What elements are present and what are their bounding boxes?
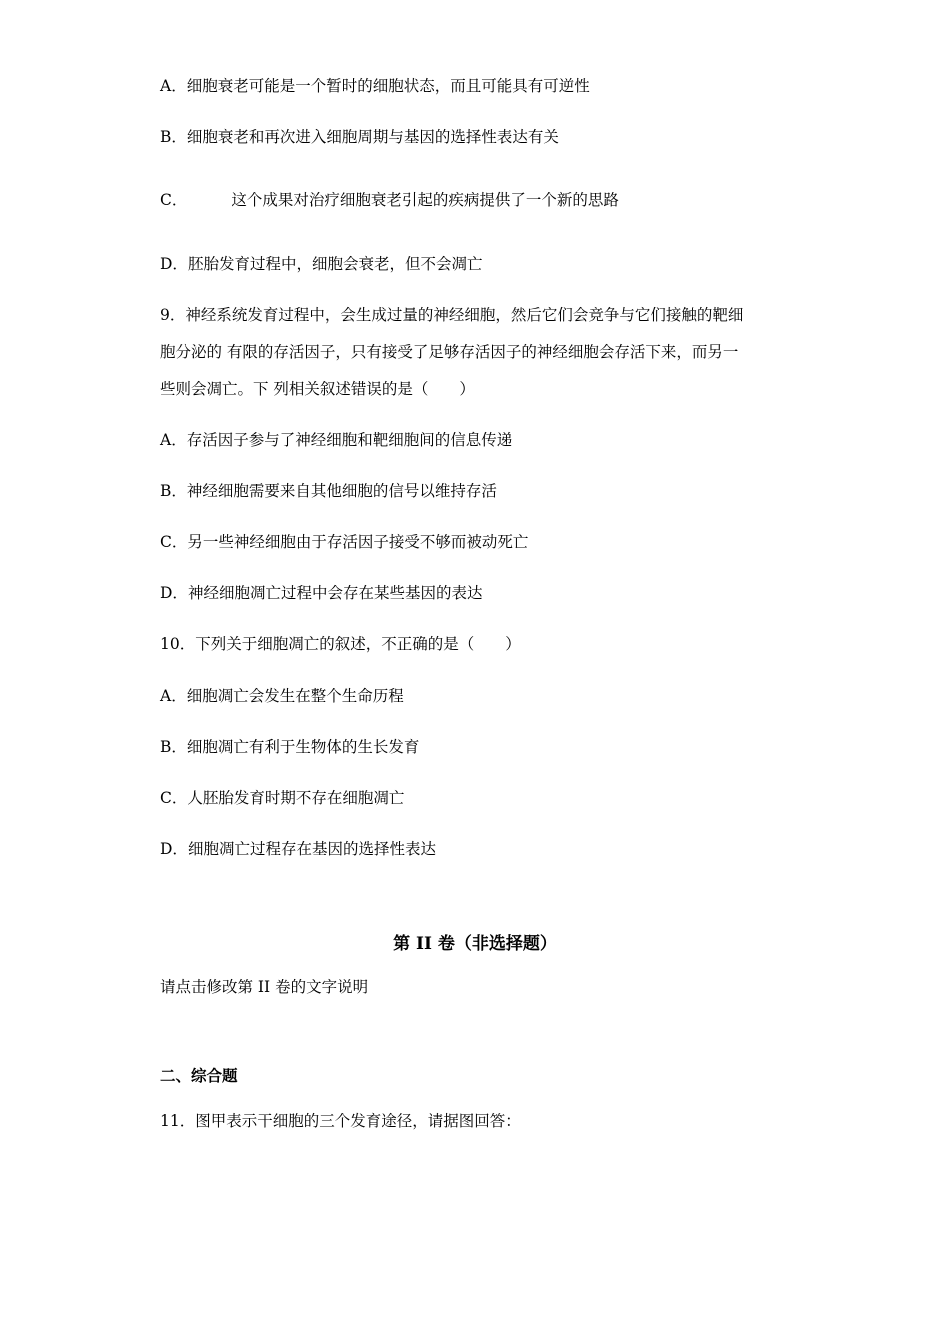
q8-option-c	[160, 190, 619, 210]
option-text: 神经细胞需要来自其他细胞的信号以维持存活	[186, 482, 497, 500]
q8-option-b	[160, 127, 559, 147]
section-heading: 二、综合题	[160, 1066, 238, 1085]
option-label: D．	[160, 255, 188, 273]
option-text: 人胚胎发育时期不存在细胞凋亡	[187, 789, 405, 807]
q10-option-a	[160, 686, 404, 706]
q9-option-a	[160, 430, 512, 450]
q11-stem: 11．图甲表示干细胞的三个发育途径，请据图回答：	[160, 1112, 521, 1130]
q8-option-d	[160, 254, 482, 274]
q9-option-c	[160, 532, 528, 552]
option-label: D．	[160, 840, 188, 858]
q10-option-d	[160, 839, 436, 859]
q8-option-a	[160, 76, 590, 96]
part-ii-instruction: 请点击修改第 II 卷的文字说明	[160, 978, 369, 996]
q9-option-d	[160, 583, 482, 603]
option-text: 细胞凋亡过程存在基因的选择性表达	[187, 840, 436, 858]
q10-option-b	[160, 737, 419, 757]
option-label: C．	[160, 191, 188, 209]
q9-stem-line-2: 胞分泌的 有限的存活因子，只有接受了足够存活因子的神经细胞会存活下来，而另一	[160, 343, 739, 361]
option-label: A．	[160, 687, 187, 705]
q10-option-c	[160, 788, 404, 808]
option-text: 胚胎发育过程中，细胞会衰老，但不会凋亡	[187, 255, 483, 273]
option-text: 存活因子参与了神经细胞和靶细胞间的信息传递	[186, 431, 513, 449]
option-text: 细胞凋亡会发生在整个生命历程	[186, 687, 404, 705]
option-label: C．	[160, 533, 188, 551]
option-label: B．	[160, 128, 187, 146]
option-text: 细胞凋亡有利于生物体的生长发育	[186, 738, 420, 756]
option-text: 神经细胞凋亡过程中会存在某些基因的表达	[187, 584, 483, 602]
part-ii-title: 第 II 卷（非选择题）	[393, 934, 557, 954]
option-label: C．	[160, 789, 188, 807]
q10-stem: 10．下列关于细胞凋亡的叙述，不正确的是（ ）	[160, 635, 521, 653]
q9-stem-line-1: 9．神经系统发育过程中，会生成过量的神经细胞，然后它们会竞争与它们接触的靶细	[160, 306, 744, 324]
option-label: A．	[160, 431, 187, 449]
option-text: 细胞衰老和再次进入细胞周期与基因的选择性表达有关	[186, 128, 559, 146]
option-label: B．	[160, 738, 187, 756]
option-label: B．	[160, 482, 187, 500]
q9-option-b	[160, 481, 497, 501]
q9-stem-line-3: 些则会凋亡。下 列相关叙述错误的是（ ）	[160, 380, 475, 398]
option-text: 细胞衰老可能是一个暂时的细胞状态，而且可能具有可逆性	[186, 77, 590, 95]
option-label: A．	[160, 77, 187, 95]
option-label: D．	[160, 584, 188, 602]
option-text: 这个成果对治疗细胞衰老引起的疾病提供了一个新的思路	[231, 191, 619, 209]
option-text: 另一些神经细胞由于存活因子接受不够而被动死亡	[187, 533, 529, 551]
